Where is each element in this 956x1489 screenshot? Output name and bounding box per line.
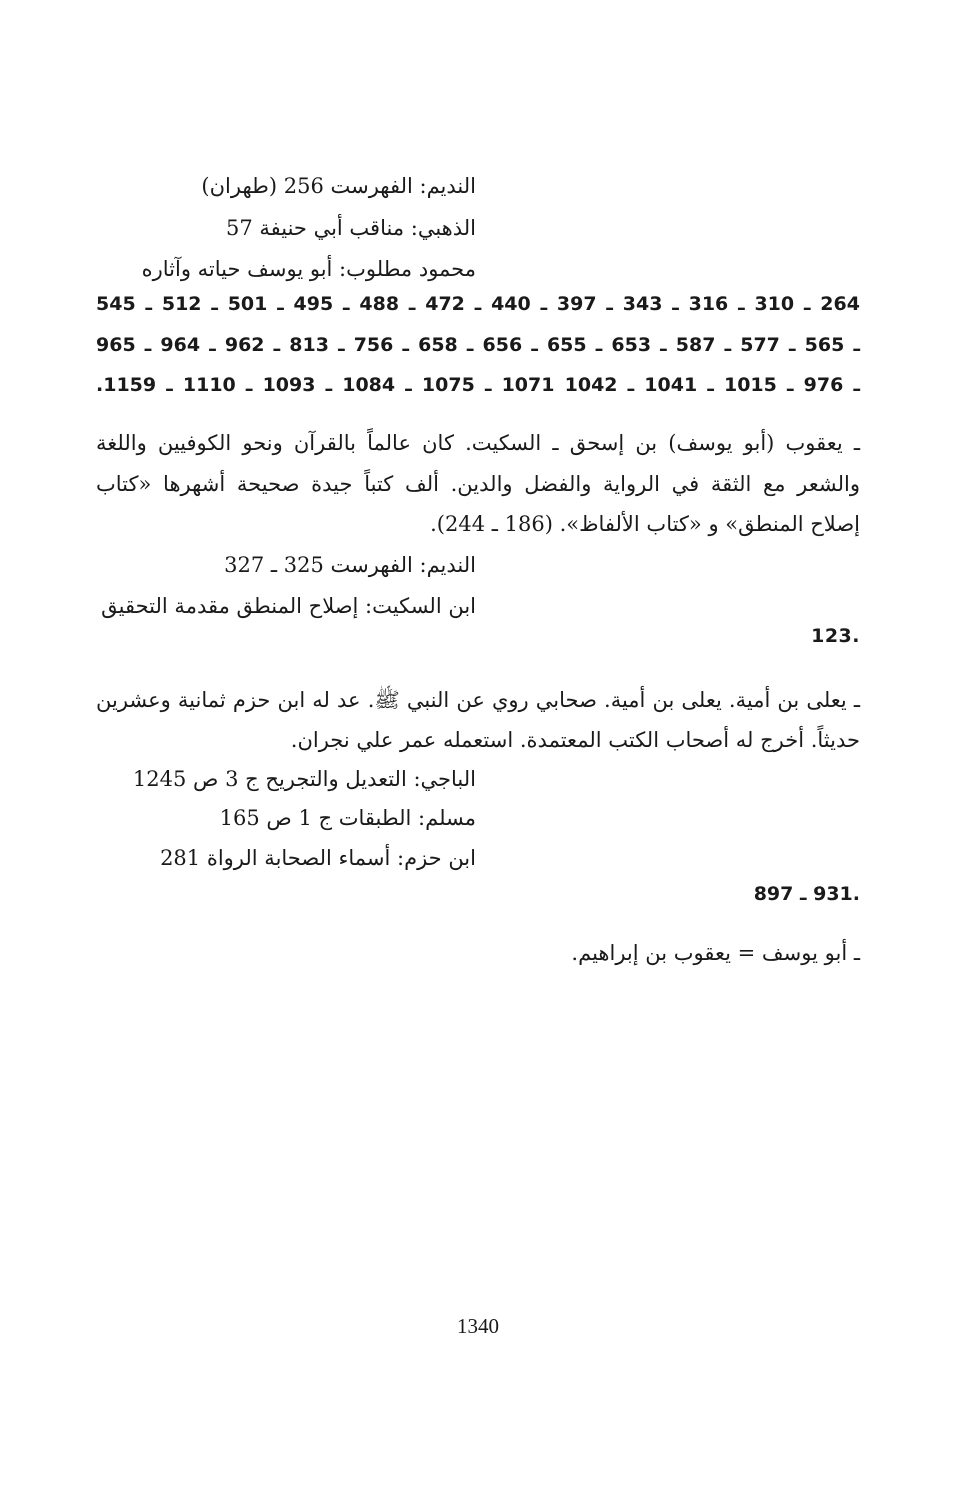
source-line: محمود مطلوب: أبو يوسف حياته وآثاره (141, 257, 476, 281)
page-references-line: 264 ـ 310 ـ 316 ـ 343 ـ 397 ـ 440 ـ 472 ـ 488 ـ 495 ـ 501 ـ 512 ـ 545 (96, 293, 860, 315)
page-references-line: ـ 976 ـ 1015 ـ 1041 ـ 1042 1071 ـ 1075 ـ 1084 ـ 1093 ـ 1110 ـ 1159. (96, 374, 860, 396)
source-line: ابن السكيت: إصلاح المنطق مقدمة التحقيق (101, 594, 476, 618)
source-line: مسلم: الطبقات ج 1 ص 165 (219, 806, 476, 830)
source-line: النديم: الفهرست 256 (طهران) (201, 174, 476, 198)
entry-text-line: إصلاح المنطق» و «كتاب الألفاظ». (186 ـ 244). (430, 512, 860, 536)
entry-text-line: ـ يعقوب (أبو يوسف) بن إسحق ـ السكيت. كان عالماً بالقرآن ونحو الكوفيين واللغة (96, 431, 860, 455)
entry-text-line: حديثاً. أخرج له أصحاب الكتب المعتمدة. استعمله عمر علي نجران. (290, 728, 860, 752)
entry-text-line: والشعر مع الثقة في الرواية والفضل والدين. ألف كتباً جيدة صحيحة أشهرها «كتاب (96, 472, 860, 496)
source-line: الذهبي: مناقب أبي حنيفة 57 (225, 216, 476, 240)
source-line: ابن حزم: أسماء الصحابة الرواة 281 (160, 846, 476, 870)
page-references-line: ـ 565 ـ 577 ـ 587 ـ 653 ـ 655 ـ 656 ـ 658 ـ 756 ـ 813 ـ 962 ـ 964 ـ 965 (96, 334, 860, 356)
page-number: 1340 (457, 1314, 499, 1338)
entry-text-line: ـ أبو يوسف = يعقوب بن إبراهيم. (571, 941, 860, 965)
page-references-line: .123 (811, 625, 860, 647)
source-line: الباجي: التعديل والتجريح ج 3 ص 1245 (132, 767, 476, 791)
source-line: النديم: الفهرست 325 ـ 327 (224, 553, 476, 577)
page-references-line: .931 ـ 897 (753, 883, 860, 905)
entry-text-line: ـ يعلى بن أمية. يعلى بن أمية. صحابي روي عن النبي ﷺ. عد له ابن حزم ثمانية وعشرين (96, 688, 860, 712)
